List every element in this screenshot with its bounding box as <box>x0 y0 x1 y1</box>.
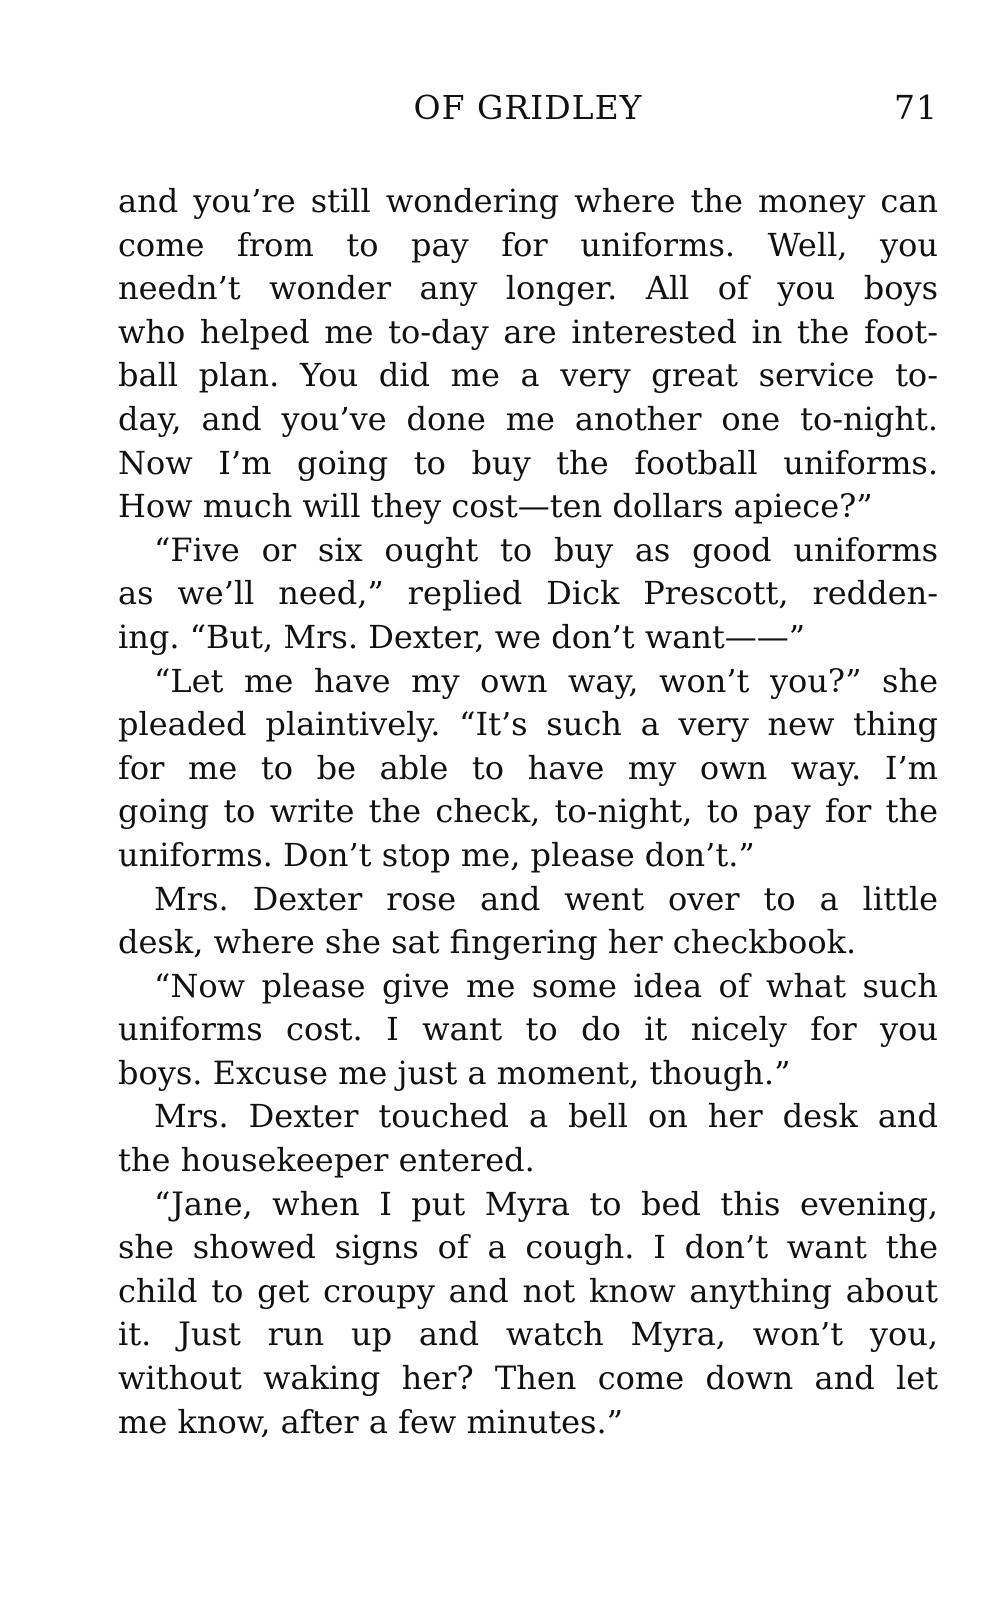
text-line: ball plan. You did me a very great service to- <box>118 356 938 395</box>
text-line: me know, after a few minutes.” <box>118 1402 623 1441</box>
text-line: “Five or six ought to buy as good uniforms <box>154 530 938 569</box>
text-line: Mrs. Dexter rose and went over to a little <box>154 879 938 918</box>
text-line: and you’re still wondering where the money can <box>118 182 938 220</box>
text-line: for me to be able to have my own way. I’m <box>118 748 938 787</box>
text-line: “Jane, when I put Myra to bed this evening, <box>154 1184 938 1223</box>
text-line: ing. “But, Mrs. Dexter, we don’t want——” <box>118 617 806 656</box>
text-line: pleaded plaintively. “It’s such a very new thing <box>118 705 938 744</box>
text-line: as we’ll need,” replied Dick Prescott, redden- <box>118 574 938 613</box>
text-line: the housekeeper entered. <box>118 1141 535 1180</box>
text-line: desk, where she sat fingering her checkbook. <box>118 923 857 962</box>
text-line: day, and you’ve done me another one to-night. <box>118 399 938 438</box>
running-title: OF GRIDLEY <box>413 88 643 127</box>
text-line: who helped me to-day are interested in the foot- <box>118 312 938 351</box>
text-line: it. Just run up and watch Myra, won’t you, <box>118 1315 938 1354</box>
text-line: uniforms. Don’t stop me, please don’t.” <box>118 835 755 874</box>
text-line: Mrs. Dexter touched a bell on her desk and <box>154 1097 938 1136</box>
text-line: come from to pay for uniforms. Well, you <box>118 225 938 264</box>
text-line: going to write the check, to-night, to pay for the <box>118 792 938 831</box>
text-line: uniforms cost. I want to do it nicely for you <box>118 1010 938 1049</box>
text-line: needn’t wonder any longer. All of you boys <box>118 269 938 308</box>
text-line: boys. Excuse me just a moment, though.” <box>118 1053 791 1092</box>
page-number: 71 <box>894 88 938 127</box>
text-line: Now I’m going to buy the football uniforms. <box>118 443 938 482</box>
body-text <box>118 180 938 1444</box>
text-line: “Now please give me some idea of what such <box>154 966 938 1005</box>
text-line: How much will they cost—ten dollars apiece?” <box>118 487 873 526</box>
running-head <box>118 88 938 132</box>
text-line: “Let me have my own way, won’t you?” she <box>154 661 938 700</box>
text-line: child to get croupy and not know anything about <box>118 1271 938 1310</box>
text-line: without waking her? Then come down and let <box>118 1359 938 1398</box>
text-line: she showed signs of a cough. I don’t want the <box>118 1228 938 1267</box>
